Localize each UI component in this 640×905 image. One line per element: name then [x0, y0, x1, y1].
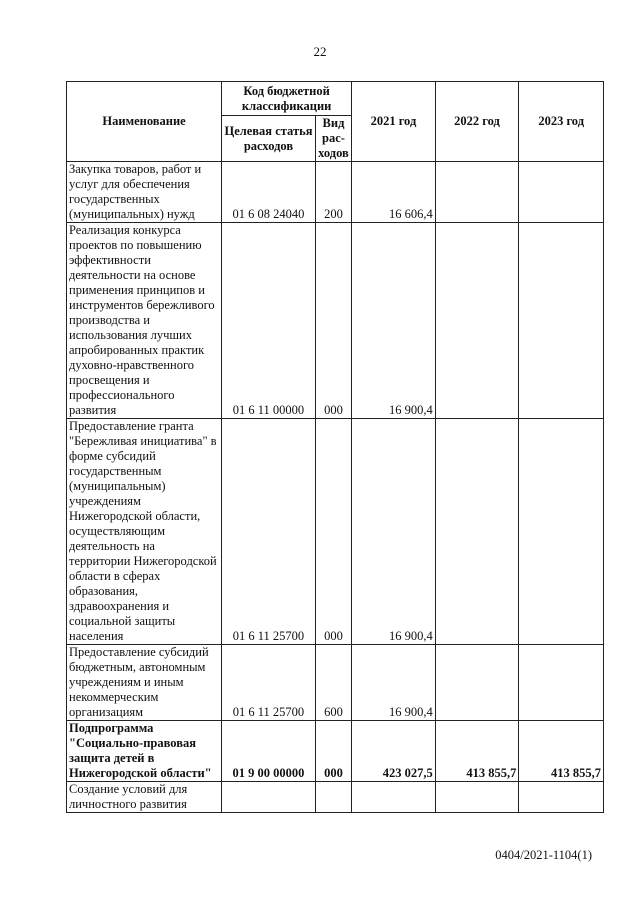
- row-2021: [352, 782, 436, 813]
- row-target: 01 6 08 24040: [222, 162, 316, 223]
- header-name: Наименование: [67, 82, 222, 162]
- table-row: [67, 223, 604, 419]
- row-2023: [519, 223, 604, 419]
- header-2023: 2023 год: [519, 82, 604, 162]
- row-target: [222, 782, 316, 813]
- row-2023: [519, 419, 604, 645]
- row-target: 01 9 00 00000: [222, 721, 316, 782]
- row-name: Подпрограмма "Социально-правовая защита детей в Нижегородской области": [67, 721, 222, 782]
- row-2021: 16 606,4: [352, 162, 436, 223]
- row-kind: [315, 782, 351, 813]
- row-2022: [435, 162, 519, 223]
- row-2022: 413 855,7: [435, 721, 519, 782]
- row-kind: 200: [315, 162, 351, 223]
- row-2021: 423 027,5: [352, 721, 436, 782]
- header-kind: Вид рас-ходов: [315, 116, 351, 162]
- page-number: 22: [313, 44, 327, 59]
- row-kind: 000: [315, 721, 351, 782]
- row-name: Закупка товаров, работ и услуг для обеспечения государственных (муниципальных) нужд: [67, 162, 222, 223]
- row-target: 01 6 11 25700: [222, 645, 316, 721]
- table-row: [67, 645, 604, 721]
- row-2022: [435, 223, 519, 419]
- row-2022: [435, 419, 519, 645]
- row-name: Предоставление субсидий бюджетным, автономным учреждениям и иным некоммерческим организациям: [67, 645, 222, 721]
- row-2023: 413 855,7: [519, 721, 604, 782]
- row-2021: 16 900,4: [352, 645, 436, 721]
- table-row: [67, 419, 604, 645]
- row-2021: 16 900,4: [352, 419, 436, 645]
- document-code: 0404/2021-1104(1): [495, 848, 592, 862]
- row-kind: 600: [315, 645, 351, 721]
- row-target: 01 6 11 00000: [222, 223, 316, 419]
- header-code-group: Код бюджетной классификации: [222, 82, 352, 116]
- table-row: [67, 782, 604, 813]
- row-2023: [519, 162, 604, 223]
- row-kind: 000: [315, 419, 351, 645]
- row-name: Создание условий для личностного развития: [67, 782, 222, 813]
- row-2023: [519, 645, 604, 721]
- row-name: Реализация конкурса проектов по повышению эффективности деятельности на основе применения принципов и инструментов бережливого производства и использования лучших апробированных практик духовно-нравственного просвещения и профессионального развития: [67, 223, 222, 419]
- table-row: [67, 162, 604, 223]
- row-name: Предоставление гранта "Бережливая инициатива" в форме субсидий государственным (муниципальным) учреждениям Нижегородской области, осуществляющим деятельность на территории Нижегородской области в сферах образования, здравоохранения и социальной защиты населения: [67, 419, 222, 645]
- table-row-subprogram: [67, 721, 604, 782]
- row-kind: 000: [315, 223, 351, 419]
- row-2022: [435, 782, 519, 813]
- header-target: Целевая статья расходов: [222, 116, 316, 162]
- row-2021: 16 900,4: [352, 223, 436, 419]
- header-2021: 2021 год: [352, 82, 436, 162]
- header-2022: 2022 год: [435, 82, 519, 162]
- row-2023: [519, 782, 604, 813]
- row-target: 01 6 11 25700: [222, 419, 316, 645]
- budget-table: [66, 81, 604, 813]
- row-2022: [435, 645, 519, 721]
